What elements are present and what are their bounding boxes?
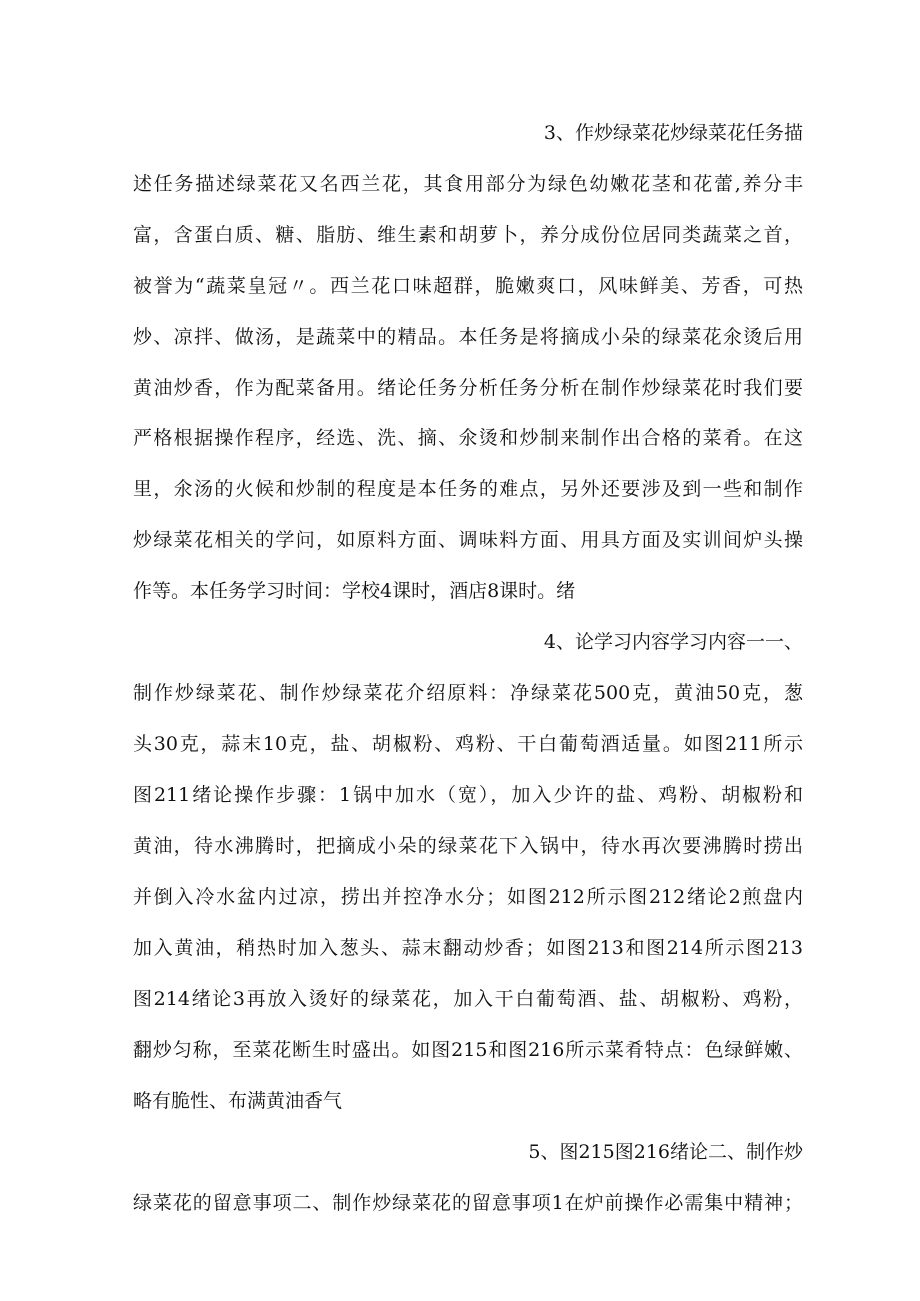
text-line: 略有脆性、布满黄油香气 [133, 1090, 343, 1112]
text-line: 4、论学习内容学习内容一一、 [543, 631, 803, 653]
text-line: 图214绪论3再放入烫好的绿菜花，加入干白葡萄酒、盐、胡椒粉、鸡粉， [133, 988, 803, 1010]
text-line: 头30克，蒜末10克，盐、胡椒粉、鸡粉、干白葡萄酒适量。如图211所示 [133, 733, 803, 755]
text-line: 加入黄油，稍热时加入葱头、蒜末翻动炒香；如图213和图214所示图213 [133, 937, 803, 959]
text-line: 图211绪论操作步骤：1锅中加水（宽），加入少许的盐、鸡粉、胡椒粉和 [133, 784, 803, 806]
text-line: 里，氽汤的火候和炒制的程度是本任务的难点，另外还要涉及到一些和制作 [133, 478, 803, 500]
text-line: 5、图215图216绪论二、制作炒 [528, 1141, 803, 1163]
text-line: 翻炒匀称，至菜花断生时盛出。如图215和图216所示菜肴特点：色绿鲜嫩、 [133, 1039, 803, 1061]
text-line: 并倒入冷水盆内过凉，捞出并控净水分；如图212所示图212绪论2煎盘内 [133, 886, 803, 908]
text-line: 绿菜花的留意事项二、制作炒绿菜花的留意事项1在炉前操作必需集中精神； [133, 1192, 803, 1214]
text-line: 富，含蛋白质、糖、脂肪、维生素和胡萝卜，养分成份位居同类蔬菜之首， [133, 224, 803, 246]
text-line: 被誉为“蔬菜皇冠〃。西兰花口味超群，脆嫩爽口，风味鲜美、芳香，可热 [133, 275, 803, 297]
text-line: 作等。本任务学习时间：学校4课时，酒店8课时。绪 [133, 580, 576, 602]
text-line: 黄油炒香，作为配菜备用。绪论任务分析任务分析在制作炒绿菜花时我们要 [133, 377, 803, 399]
text-line: 炒绿菜花相关的学问，如原料方面、调味料方面、用具方面及实训间炉头操 [133, 529, 803, 551]
text-line: 制作炒绿菜花、制作炒绿菜花介绍原料：净绿菜花500克，黄油50克，葱 [133, 682, 803, 704]
text-line: 述任务描述绿菜花又名西兰花，其食用部分为绿色幼嫩花茎和花蕾,养分丰 [133, 173, 803, 195]
text-line: 黄油，待水沸腾时，把摘成小朵的绿菜花下入锅中，待水再次要沸腾时捞出 [133, 835, 803, 857]
text-line: 3、作炒绿菜花炒绿菜花任务描 [543, 122, 803, 144]
text-line: 严格根据操作程序，经选、洗、摘、氽烫和炒制来制作出合格的菜肴。在这 [133, 427, 803, 449]
text-line: 炒、凉拌、做汤，是蔬菜中的精品。本任务是将摘成小朵的绿菜花氽烫后用 [133, 326, 803, 348]
